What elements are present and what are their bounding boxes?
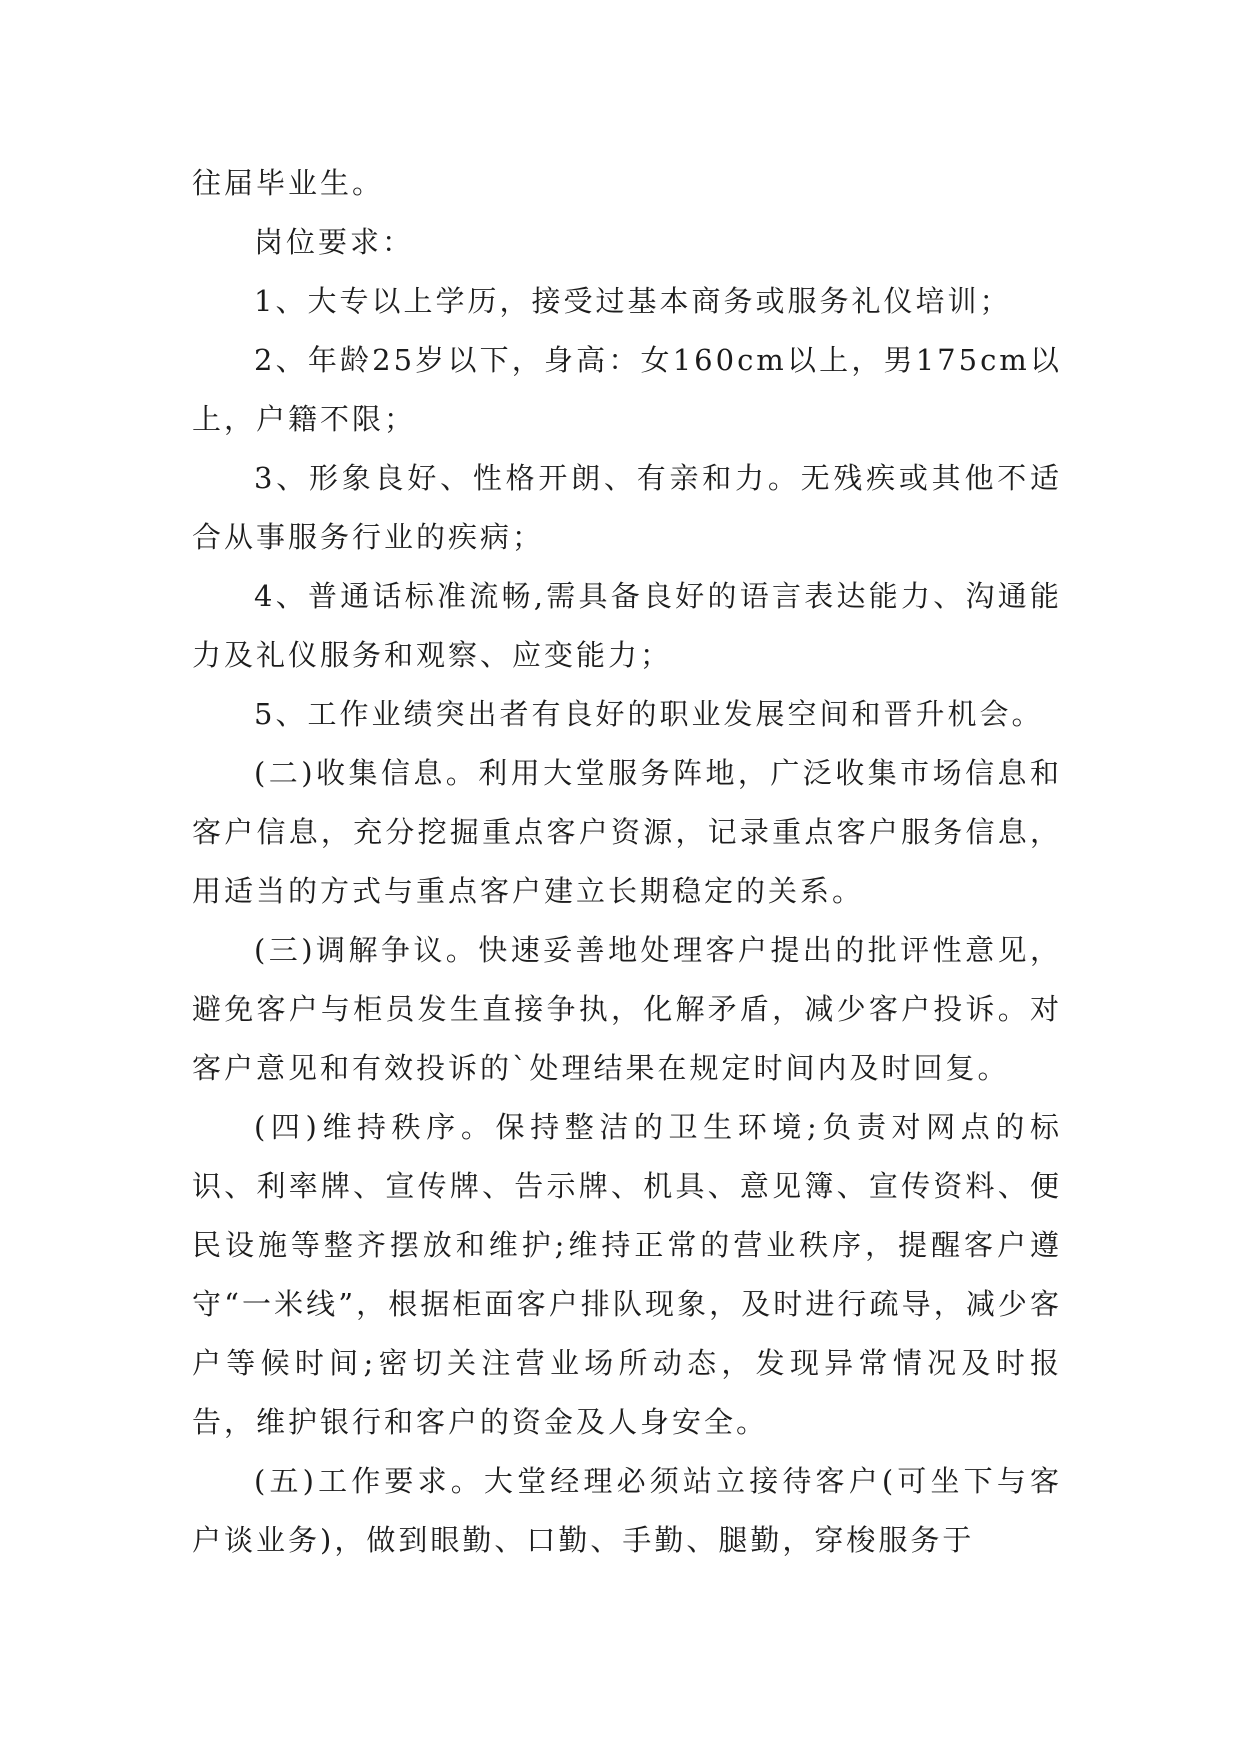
document-body xyxy=(192,154,1062,1570)
paragraph-requirement-2: 2、年龄25岁以下，身高：女160cm以上，男175cm以上，户籍不限； xyxy=(192,343,1062,436)
paragraph-requirement-3: 3、形象良好、性格开朗、有亲和力。无残疾或其他不适合从事服务行业的疾病； xyxy=(192,461,1062,554)
paragraph-requirement-5: 5、工作业绩突出者有良好的职业发展空间和晋升机会。 xyxy=(254,697,1044,731)
paragraph-heading-requirements: 岗位要求： xyxy=(254,225,415,259)
paragraph-section-3: (三)调解争议。快速妥善地处理客户提出的批评性意见，避免客户与柜员发生直接争执，化解矛盾，减少客户投诉。对客户意见和有效投诉的`处理结果在规定时间内及时回复。 xyxy=(192,933,1062,1085)
paragraph-section-4: (四)维持秩序。保持整洁的卫生环境;负责对网点的标识、利率牌、宣传牌、告示牌、机具、意见簿、宣传资料、便民设施等整齐摆放和维护;维持正常的营业秩序，提醒客户遵守“一米线”，根据柜面客户排队现象，及时进行疏导，减少客户等候时间;密切关注营业场所动态，发现异常情况及时报告，维护银行和客户的资金及人身安全。 xyxy=(192,1110,1062,1439)
paragraph-section-5: (五)工作要求。大堂经理必须站立接待客户(可坐下与客户谈业务)，做到眼勤、口勤、手勤、腿勤，穿梭服务于 xyxy=(192,1464,1062,1557)
paragraph: 往届毕业生。 xyxy=(192,166,385,200)
paragraph-section-2: (二)收集信息。利用大堂服务阵地，广泛收集市场信息和客户信息，充分挖掘重点客户资源，记录重点客户服务信息，用适当的方式与重点客户建立长期稳定的关系。 xyxy=(192,756,1062,908)
paragraph-requirement-1: 1、大专以上学历，接受过基本商务或服务礼仪培训； xyxy=(254,284,1012,318)
paragraph-requirement-4: 4、普通话标准流畅,需具备良好的语言表达能力、沟通能力及礼仪服务和观察、应变能力； xyxy=(192,579,1062,672)
